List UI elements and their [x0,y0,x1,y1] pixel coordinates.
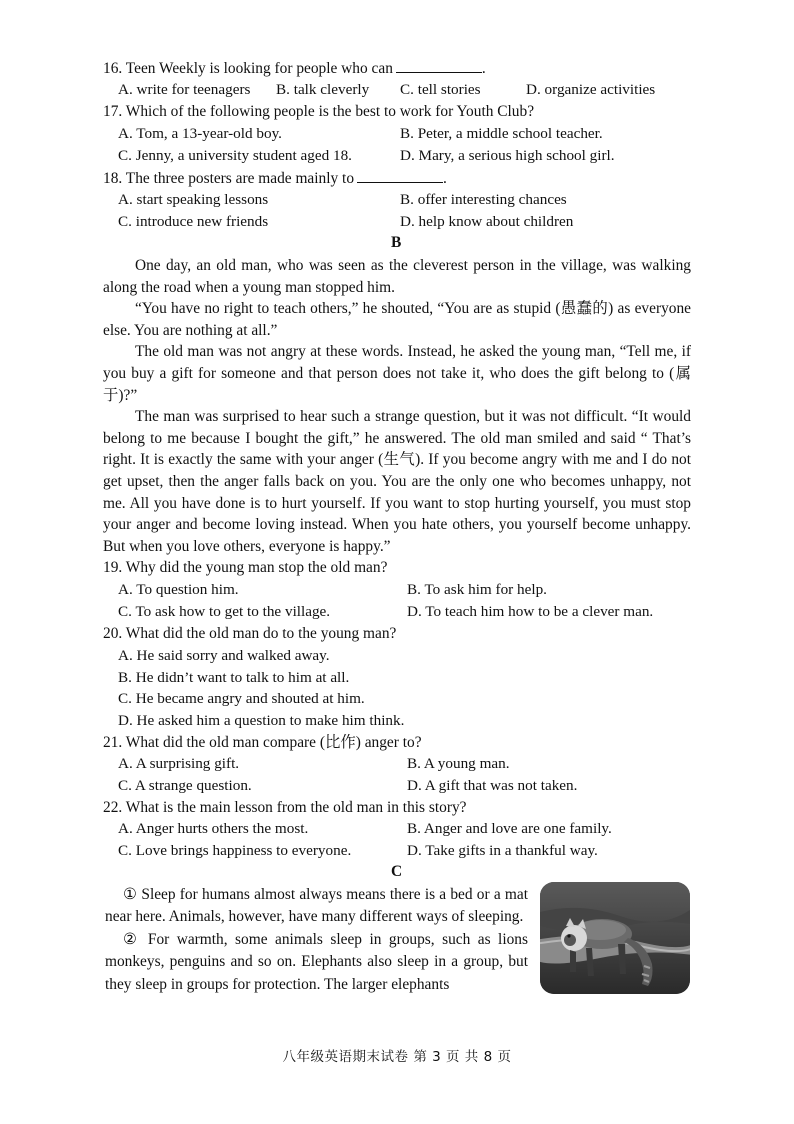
answer-blank [357,168,443,183]
passage-c-paragraph-2: ② For warmth, some animals sleep in groups, such as lions monkeys, penguins and so on. Elephants also sleep in a group, but they sleep in groups for protection. The larger elephants [105,930,528,993]
q20-option-b: B. He didn’t want to talk to him at all. [118,669,350,686]
q21-option-d: D. A gift that was not taken. [407,777,578,794]
q20-option-d: D. He asked him a question to make him think. [118,712,405,729]
q17-option-b: B. Peter, a middle school teacher. [400,125,603,142]
q19-option-a: A. To question him. [118,581,239,598]
q22-option-d: D. Take gifts in a thankful way. [407,842,598,859]
question-16-stem: 16. Teen Weekly is looking for people who can . [103,60,486,77]
q21-option-a: A. A surprising gift. [118,755,240,772]
question-16-text: 16. Teen Weekly is looking for people who can [103,60,393,77]
question-17-stem: 17. Which of the following people is the best to work for Youth Club? [103,103,535,120]
q21-option-b: B. A young man. [407,755,510,772]
passage-b-paragraph-4: The man was surprised to hear such a strange question, but it was not difficult. “It would belong to me because I bought the gift,” he answered. The old man smiled and said “ That’s right. It is exactly the same with your anger (生气). If you become angry with me and I do not get upset, then the anger falls back on you. You are the only one who becomes unhappy, not me. All you have done is to hurt yourself. If you want to stop hurting yourself, you must stop your anger and become loving instead. When you hate others, you yourself become unhappy. But when you love others, everyone is happy.” [103,408,691,555]
q19-option-d: D. To teach him how to be a clever man. [407,603,654,620]
passage-c-paragraph-1: ① Sleep for humans almost always means there is a bed or a mat near here. Animals, however, have many different ways of sleeping. [105,886,528,926]
q19-option-b: B. To ask him for help. [407,581,547,598]
question-18-text: 18. The three posters are made mainly to [103,170,355,187]
q19-option-c: C. To ask how to get to the village. [118,603,331,620]
section-b-heading: B [391,234,402,251]
q18-option-a: A. start speaking lessons [118,191,269,208]
q17-option-d: D. Mary, a serious high school girl. [400,147,615,164]
q20-option-c: C. He became angry and shouted at him. [118,690,365,707]
q22-option-b: B. Anger and love are one family. [407,820,612,837]
section-c-heading: C [391,863,403,880]
q16-option-d: D. organize activities [526,81,656,98]
red-panda-illustration [540,882,690,994]
question-21-stem: 21. What did the old man compare (比作) anger to? [103,734,422,751]
question-19-stem: 19. Why did the young man stop the old man? [103,559,388,576]
passage-b-paragraph-2: “You have no right to teach others,” he shouted, “You are as stupid (愚蠢的) as everyone else. You are nothing at all.” [103,300,691,339]
q21-option-c: C. A strange question. [118,777,252,794]
q22-option-c: C. Love brings happiness to everyone. [118,842,352,859]
question-20-stem: 20. What did the old man do to the young man? [103,625,397,642]
q18-option-b: B. offer interesting chances [400,191,567,208]
question-18-stem: 18. The three posters are made mainly to . [103,170,447,187]
passage-b-paragraph-3: The old man was not angry at these words. Instead, he asked the young man, “Tell me, if you buy a gift for someone and that person does not take it, who does the gift belong to (属于)?” [103,343,691,404]
q18-option-c: C. introduce new friends [118,213,269,230]
question-22-stem: 22. What is the main lesson from the old man in this story? [103,799,467,816]
q16-option-b: B. talk cleverly [276,81,370,98]
section-c-passage [105,884,528,996]
q17-option-c: C. Jenny, a university student aged 18. [118,147,352,164]
q16-option-a: A. write for teenagers [118,81,251,98]
q18-option-d: D. help know about children [400,213,574,230]
q16-option-c: C. tell stories [400,81,481,98]
page-footer: 八年级英语期末试卷 第 3 页 共 8 页 [282,1049,512,1065]
q17-option-a: A. Tom, a 13-year-old boy. [118,125,282,142]
red-panda-sleeping-photo [540,882,690,994]
q20-option-a: A. He said sorry and walked away. [118,647,330,664]
section-b-passage [103,255,691,557]
passage-b-paragraph-1: One day, an old man, who was seen as the cleverest person in the village, was walking along the road when a young man stopped him. [103,257,691,296]
answer-blank [396,58,482,73]
q22-option-a: A. Anger hurts others the most. [118,820,309,837]
